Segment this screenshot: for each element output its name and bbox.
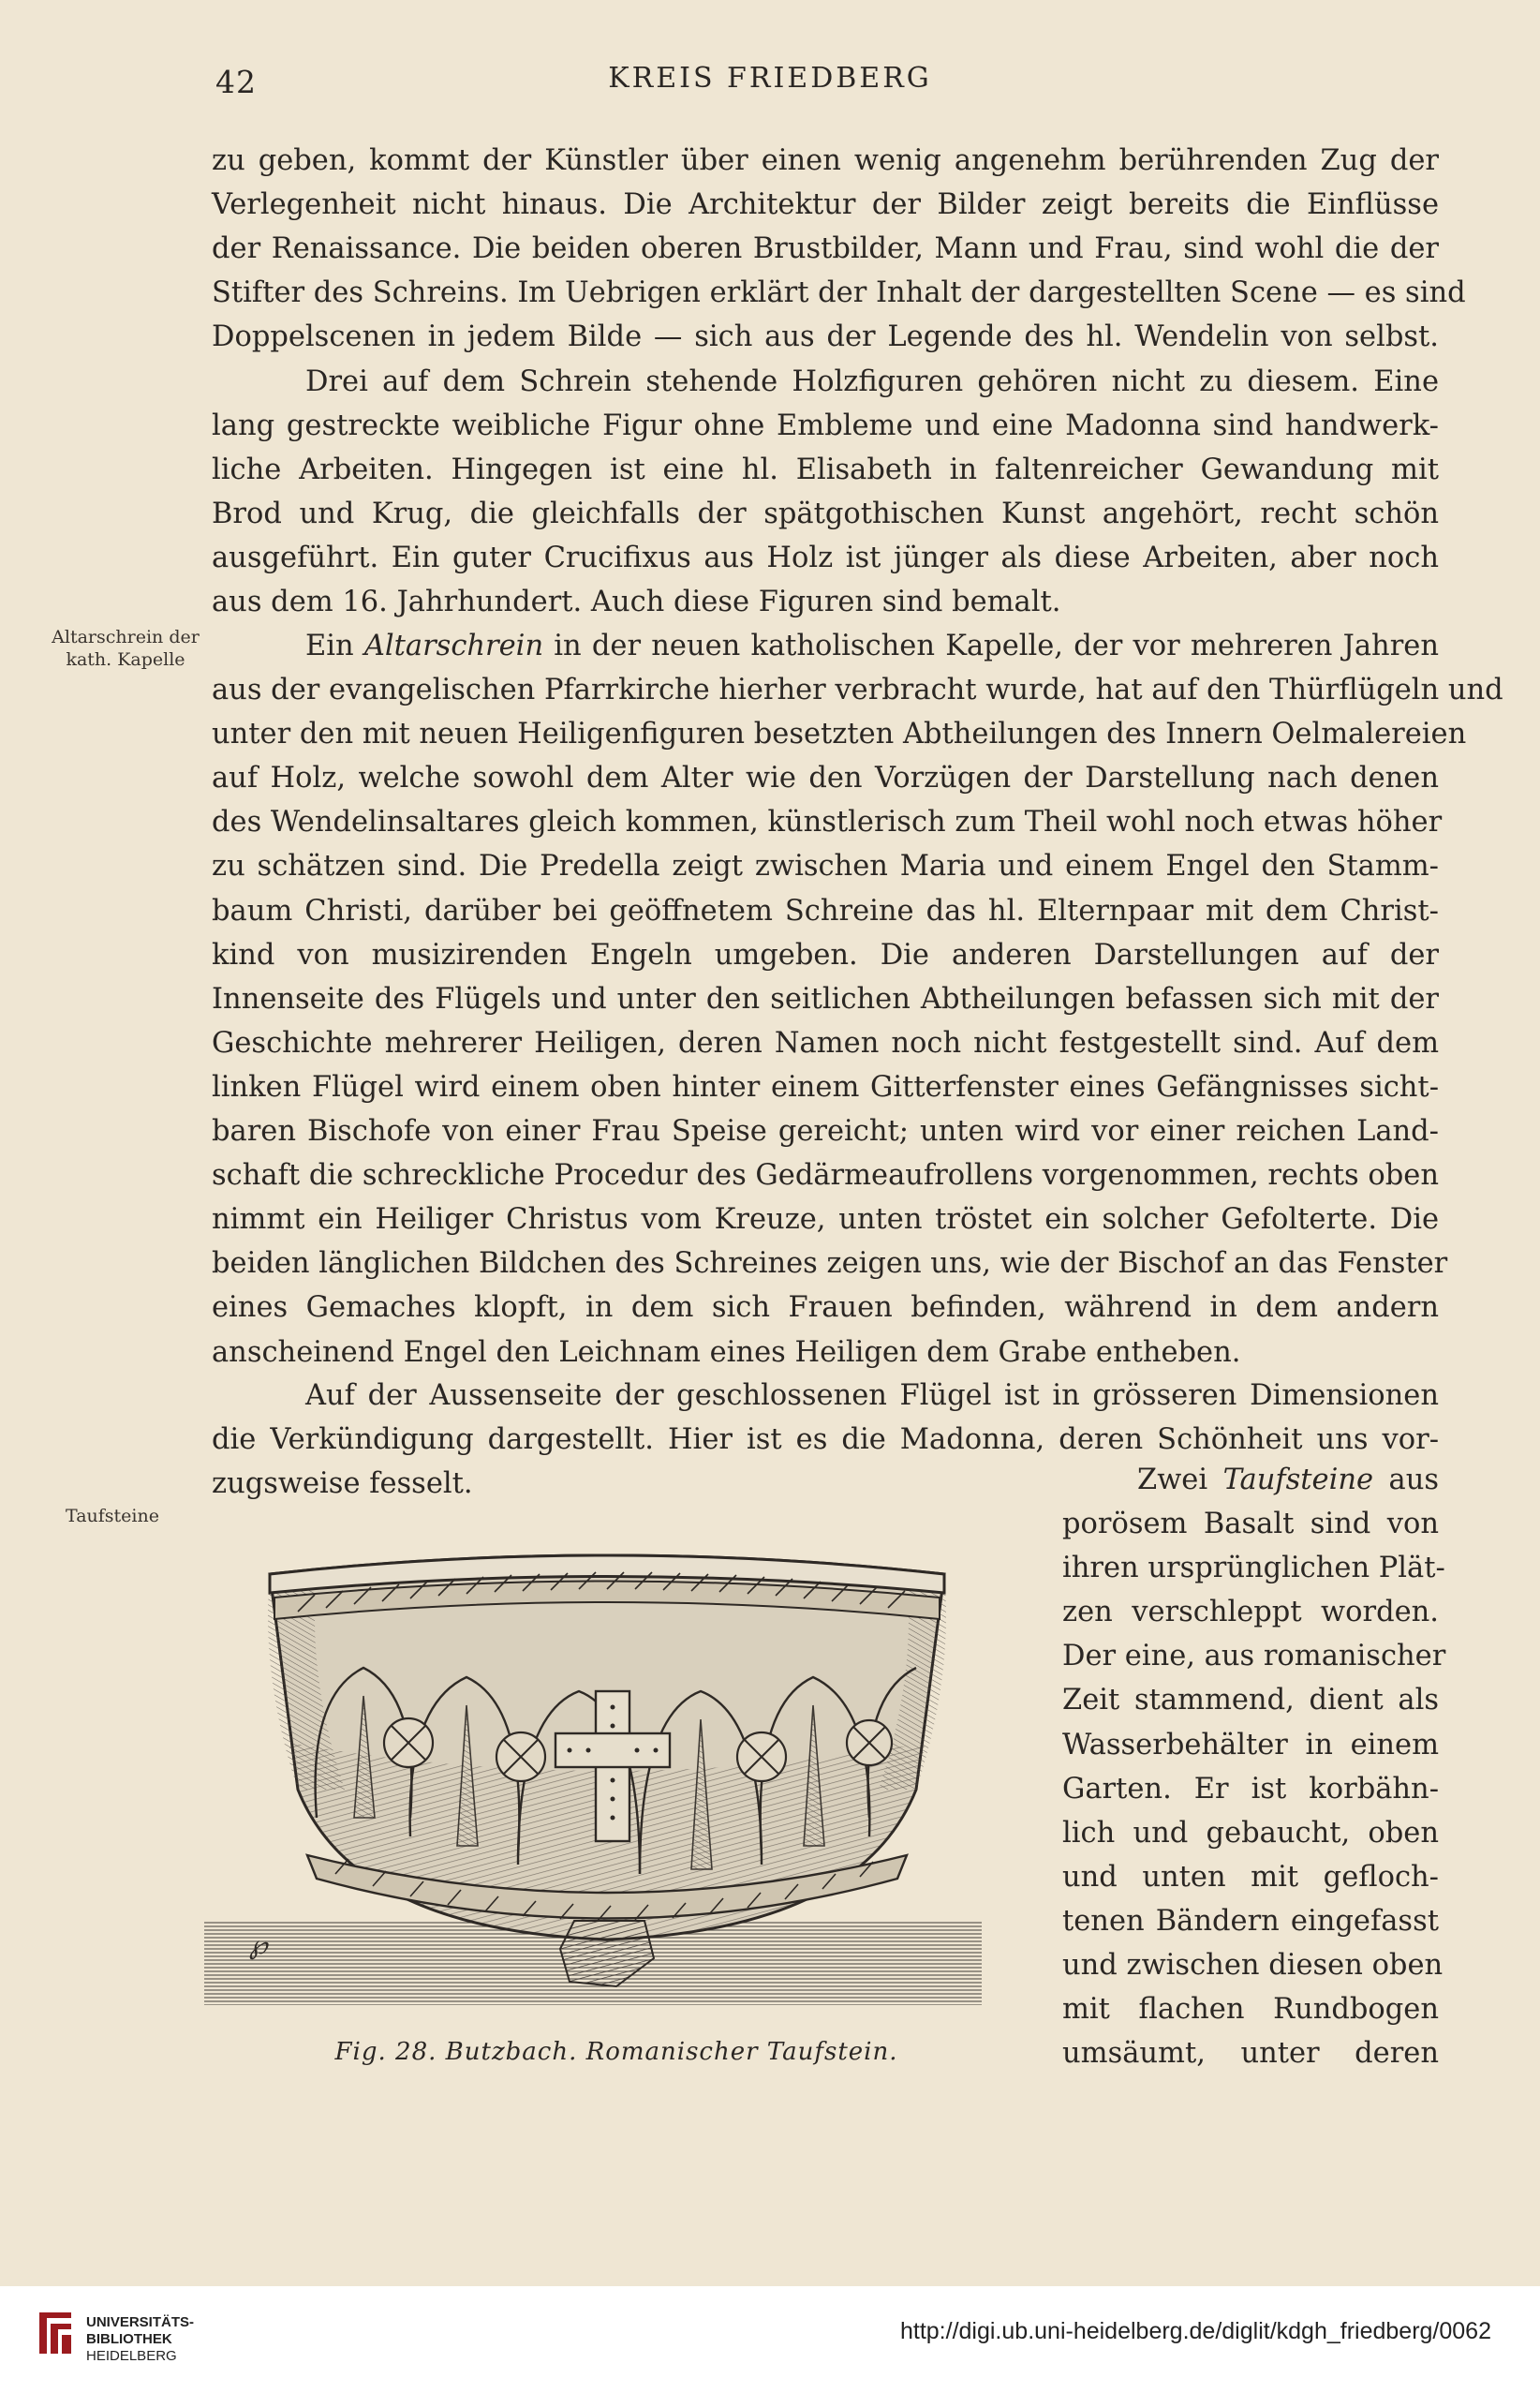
text-line: Innenseite des Flügels und unter den seitlichen Abtheilungen befassen sich mit der — [212, 982, 1439, 1016]
text-line: nimmt ein Heiliger Christus vom Kreuze, unten tröstet ein solcher Gefolterte. Die — [212, 1203, 1439, 1237]
text-line: Geschichte mehrerer Heiligen, deren Namen noch nicht festgestellt sind. Auf dem — [212, 1026, 1439, 1060]
text-line: die Verkündigung dargestellt. Hier ist es die Madonna, deren Schönheit uns vor- — [212, 1423, 1439, 1457]
side-text-column — [1062, 1458, 1446, 2075]
text-line: aus der evangelischen Pfarrkirche hierher verbracht wurde, hat auf den Thürflügeln und — [212, 674, 1503, 707]
footer-bar — [0, 2286, 1540, 2408]
text-line: der Renaissance. Die beiden oberen Brustbilder, Mann und Frau, sind wohl die der — [212, 232, 1439, 266]
text-line: auf Holz, welche sowohl dem Alter wie den Vorzügen der Darstellung nach denen — [212, 762, 1439, 795]
text-line: Verlegenheit nicht hinaus. Die Architektur der Bilder zeigt bereits die Einflüsse — [212, 188, 1439, 222]
text-line: anscheinend Engel den Leichnam eines Heiligen dem Grabe entheben. — [212, 1335, 1241, 1369]
text-line: unter den mit neuen Heiligenfiguren besetzten Abtheilungen des Innern Oelmalereien — [212, 718, 1467, 751]
text-line: ausgeführt. Ein guter Crucifixus aus Holz ist jünger als diese Arbeiten, aber noch — [212, 541, 1439, 574]
text-line: Zeit stammend, dient als — [1062, 1684, 1439, 1717]
text-line: beiden länglichen Bildchen des Schreines zeigen uns, wie der Bischof an das Fenster — [212, 1247, 1448, 1281]
baptismal-font-illustration — [204, 1509, 1029, 2033]
text-line: Der eine, aus romanischer — [1062, 1640, 1446, 1673]
text-line: zu schätzen sind. Die Predella zeigt zwischen Maria und einem Engel den Stamm- — [212, 850, 1439, 884]
text-line: Auf der Aussenseite der geschlossenen Flügel ist in grösseren Dimensionen — [305, 1379, 1439, 1412]
text-line: Zwei Taufsteine aus — [1137, 1464, 1439, 1496]
text-line: liche Arbeiten. Hingegen ist eine hl. Elisabeth in faltenreicher Gewandung mit — [212, 453, 1439, 486]
library-logo-icon — [34, 2309, 77, 2357]
text-line: Garten. Er ist korbähn- — [1062, 1772, 1439, 1806]
text-line: linken Flügel wird einem oben hinter einem Gitterfenster eines Gefängnisses sicht- — [212, 1070, 1439, 1104]
text-line: mit flachen Rundbogen — [1062, 1993, 1439, 2027]
text-line: und unten mit gefloch- — [1062, 1860, 1439, 1894]
text-line: zu geben, kommt der Künstler über einen wenig angenehm berührenden Zug der — [212, 144, 1439, 177]
source-url: http://digi.ub.uni-heidelberg.de/diglit/kdgh_friedberg/0062 — [899, 2318, 1491, 2344]
text-line: zen verschleppt worden. — [1062, 1596, 1439, 1629]
text-line: schaft die schreckliche Procedur des Gedärmeaufrollens vorgenommen, rechts oben — [212, 1159, 1439, 1193]
text-line: lang gestreckte weibliche Figur ohne Embleme und eine Madonna sind handwerk- — [212, 409, 1439, 442]
text-line: Wasserbehälter in einem — [1062, 1728, 1439, 1761]
svg-text:℘: ℘ — [249, 1929, 268, 1960]
text-line: umsäumt, unter deren — [1062, 2037, 1439, 2071]
text-line: baren Bischofe von einer Frau Speise gereicht; unten wird vor einer reichen Land- — [212, 1115, 1439, 1149]
paragraph-3 — [212, 624, 1503, 1375]
text-line: Drei auf dem Schrein stehende Holzfiguren gehören nicht zu diesem. Eine — [305, 364, 1439, 398]
paragraph-2 — [212, 360, 1439, 625]
running-head: KREIS FRIEDBERG — [608, 62, 932, 95]
emphasis-altarschrein: Altarschrein — [363, 630, 544, 662]
text-line: und zwischen diesen oben — [1062, 1949, 1444, 1983]
page-number: 42 — [215, 64, 257, 100]
text-line: Stifter des Schreins. Im Uebrigen erklärt der Inhalt der dargestellten Scene — es sind — [212, 276, 1466, 310]
figure-caption: Fig. 28. Butzbach. Romanischer Taufstein. — [334, 2038, 898, 2066]
text-line: Brod und Krug, die gleichfalls der spätgothischen Kunst angehört, recht schön — [212, 497, 1439, 530]
text-line: lich und gebaucht, oben — [1062, 1816, 1439, 1850]
emphasis-taufsteine: Taufsteine — [1222, 1464, 1374, 1496]
text-line: aus dem 16. Jahrhundert. Auch diese Figuren sind bemalt. — [212, 585, 1061, 618]
text-line: ihren ursprünglichen Plät- — [1062, 1552, 1445, 1585]
text-line: baum Christi, darüber bei geöffnetem Schreine das hl. Elternpaar mit dem Christ- — [212, 894, 1439, 928]
text-line: zugsweise fesselt. — [212, 1467, 473, 1501]
text-line: Doppelscenen in jedem Bilde — sich aus der Legende des hl. Wendelin von selbst. — [212, 320, 1439, 354]
margin-note-taufsteine: Taufsteine — [66, 1506, 159, 1526]
paragraph-1 — [212, 139, 1466, 359]
text-line: Ein Altarschrein in der neuen katholischen Kapelle, der vor mehreren Jahren — [305, 630, 1439, 662]
margin-note-altarschrein: Altarschrein der kath. Kapelle — [52, 627, 200, 670]
text-line: kind von musizirenden Engeln umgeben. Die anderen Darstellungen auf der — [212, 938, 1439, 972]
text-line: eines Gemaches klopft, in dem sich Frauen befinden, während in dem andern — [212, 1291, 1439, 1325]
text-line: tenen Bändern eingefasst — [1062, 1904, 1439, 1938]
library-name: UNIVERSITÄTS- BIBLIOTHEK HEIDELBERG — [86, 2314, 195, 2364]
text-line: des Wendelinsaltares gleich kommen, künstlerisch zum Theil wohl noch etwas höher — [212, 806, 1443, 840]
text-line: porösem Basalt sind von — [1062, 1508, 1439, 1541]
